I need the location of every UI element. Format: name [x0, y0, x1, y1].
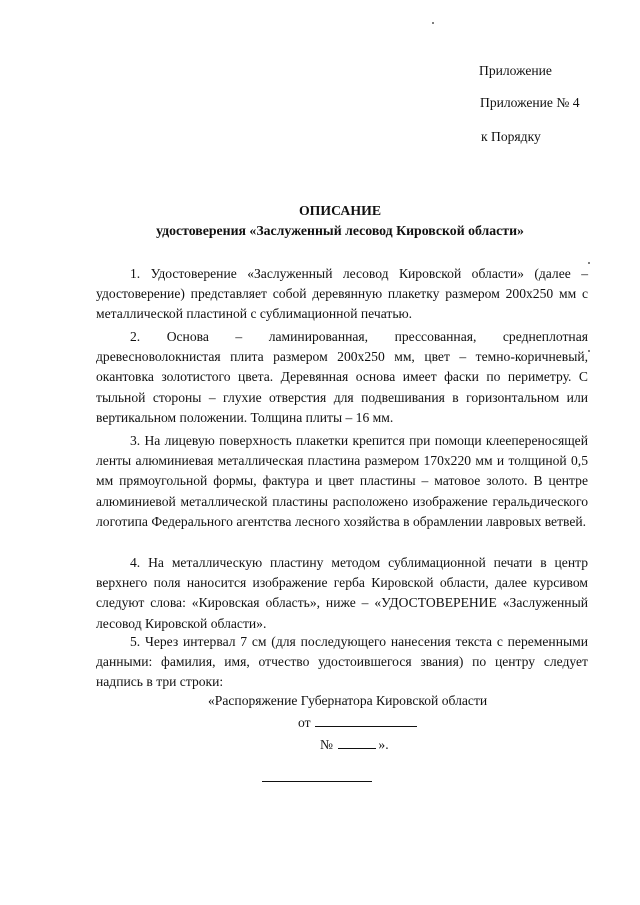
annex-number: Приложение № 4: [480, 95, 580, 110]
closing-rule: [262, 781, 372, 782]
order-number-line: [320, 736, 389, 753]
order-title-line: «Распоряжение Губернатора Кировской области: [208, 693, 488, 708]
annex-label: Приложение: [479, 63, 552, 78]
scan-speck: [432, 22, 434, 24]
annex-reference: к Порядку: [481, 129, 541, 144]
paragraph-2: 2. Основа – ламинированная, прессованная, среднеплотная древесноволокнистая плита размером 200х250 мм, цвет – темно-коричневый, окантовка золотистого цвета. Деревянная основа имеет фаски по периметру. С тыльной стороны – глухие отверстия для подвешивания в горизонтальном или вертикальном положении. Толщина плиты – 16 мм.: [96, 329, 588, 425]
order-number-prefix: №: [320, 737, 333, 752]
document-subtitle: удостоверения «Заслуженный лесовод Кировской области»: [156, 223, 524, 238]
scan-speck: [588, 262, 590, 264]
paragraph-1: 1. Удостоверение «Заслуженный лесовод Кировской области» (далее – удостоверение) представляет собой деревянную плакетку размером 200х250 мм с металлической пластиной с сублимационной печатью.: [96, 266, 588, 322]
order-number-blank: [338, 736, 376, 749]
scan-speck: [588, 350, 590, 352]
order-date-prefix: от: [298, 715, 311, 730]
paragraph-3: 3. На лицевую поверхность плакетки крепится при помощи клеепереносящей ленты алюминиевая металлическая пластина размером 170х220 мм и толщиной 0,5 мм прямоугольной формы, фактура и цвет пластины – матовое золото. В центре алюминиевой металлической пластины расположено изображение геральдического логотипа Федерального агентства лесного хозяйства в обрамлении лавровых ветвей.: [96, 433, 588, 529]
order-number-suffix: ».: [378, 737, 389, 752]
order-date-line: [298, 714, 417, 731]
paragraph-4: 4. На металлическую пластину методом сублимационной печати в центр верхнего поля наносится изображение герба Кировской области, далее курсивом следуют слова: «Кировская область», ниже – «УДОСТОВЕРЕНИЕ «Заслуженный лесовод Кировской области».: [96, 555, 588, 631]
paragraph-5: 5. Через интервал 7 см (для последующего нанесения текста с переменными данными: фамилия, имя, отчество удостоившегося звания) по центру следует надпись в три строки:: [96, 634, 588, 690]
order-date-blank: [315, 714, 417, 727]
document-title: ОПИСАНИЕ: [298, 203, 382, 218]
